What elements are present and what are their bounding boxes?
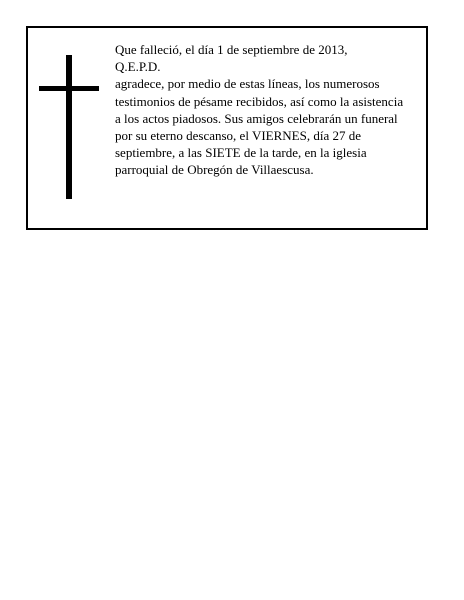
notice-line-qepd: Q.E.P.D. <box>115 59 161 75</box>
notice-line: testimonios de pésame recibidos, así como la asistencia <box>115 93 404 109</box>
notice-text <box>115 41 421 179</box>
cross-vertical-bar <box>66 55 72 199</box>
notice-line: parroquial de Obregón de Villaescusa. <box>115 162 314 178</box>
notice-line: por su eterno descanso, el VIERNES, día 27 de <box>115 128 361 144</box>
cross-horizontal-bar <box>39 86 99 91</box>
notice-line-death-date: Que falleció, el día 1 de septiembre de 2013, <box>115 42 348 57</box>
notice-line: a los actos piadosos. Sus amigos celebrarán un funeral <box>115 110 398 126</box>
notice-line: septiembre, a las SIETE de la tarde, en la iglesia <box>115 145 367 161</box>
notice-line: agradece, por medio de estas líneas, los numerosos <box>115 76 380 92</box>
obituary-notice <box>26 26 428 230</box>
cross-icon <box>39 55 99 199</box>
